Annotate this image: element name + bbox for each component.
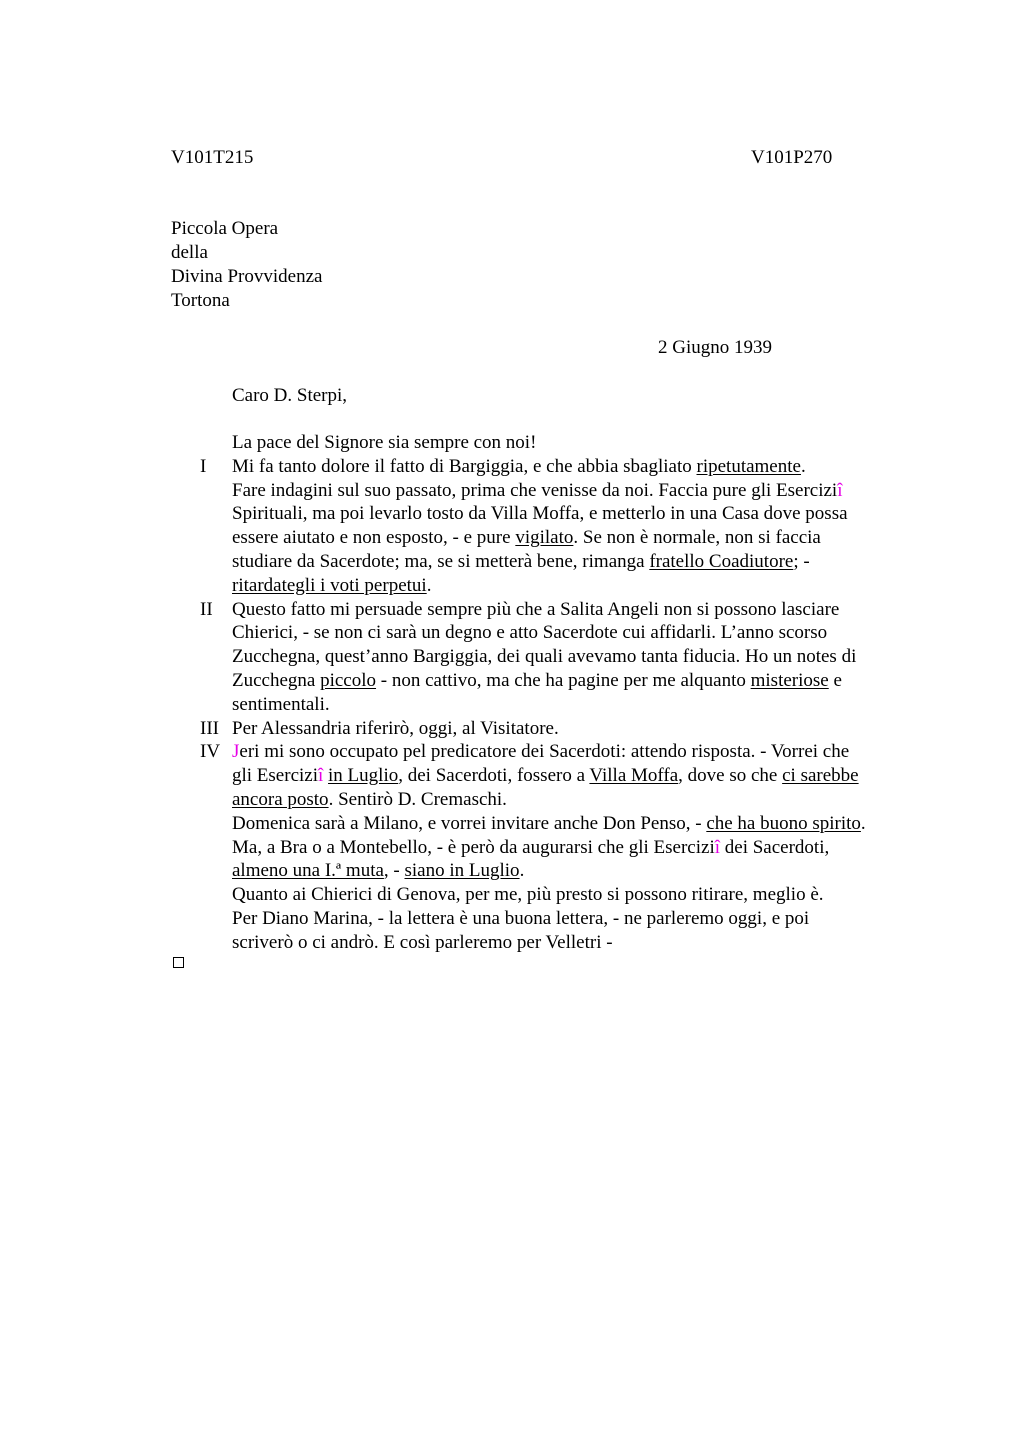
letter-body [200,431,960,955]
section-iv [200,740,960,954]
text-line: essere aiutato e non esposto, - e pure vigilato. Se non è normale, non si faccia [232,527,821,549]
underlined-text: siano in Luglio [404,860,520,882]
underlined-text: vigilato [515,527,574,549]
text-line: Mi fa tanto dolore il fatto di Bargiggia, e che abbia sbagliato ripetutamente. [232,455,806,477]
letter-date: 2 Giugno 1939 [658,337,772,358]
greeting-row [200,431,960,455]
underlined-text: fratello Coadiutore [649,550,794,572]
text-line: almeno una I.ª muta, - siano in Luglio. [232,860,525,882]
underlined-text: in Luglio [328,765,399,787]
text-line: ritardategli i voti perpetui. [232,574,432,596]
document-code-right: V101P270 [751,147,833,168]
underlined-text: ancora posto [232,788,329,810]
highlighted-char: î [714,836,721,858]
sender-line: Tortona [171,290,230,311]
section-i [200,455,960,598]
text-line: Fare indagini sul suo passato, prima che venisse da noi. Faccia pure gli Eserciziî [232,479,843,501]
sender-line: della [171,242,208,263]
text-line: Per Diano Marina, - la lettera è una buona lettera, - ne parleremo oggi, e poi [232,907,810,929]
text-line: Jeri mi sono occupato pel predicatore dei Sacerdoti: attendo risposta. - Vorrei che [232,741,850,763]
text-line: Per Alessandria riferirò, oggi, al Visitatore. [232,717,559,739]
text-line: Zucchegna, quest’anno Bargiggia, dei quali avevamo tanta fiducia. Ho un notes di [232,646,857,668]
highlighted-char: J [232,741,240,763]
text-line: Domenica sarà a Milano, e vorrei invitare anche Don Penso, - che ha buono spirito. [232,812,866,834]
highlighted-char: î [837,479,843,501]
text-line: Spirituali, ma poi levarlo tosto da Villa Moffa, e metterlo in una Casa dove possa [232,503,848,525]
highlighted-char: î [318,765,324,787]
underlined-text: misteriose [750,669,829,691]
underlined-text: ci sarebbe [782,765,859,787]
greeting: La pace del Signore sia sempre con noi! [232,432,537,453]
underlined-text: ripetutamente [696,455,801,477]
underlined-text: ritardategli i voti perpetui [232,574,427,596]
text-line: gli Eserciziî in Luglio, dei Sacerdoti, fossero a Villa Moffa, dove so che ci sarebbe [232,765,859,787]
text-line: Chierici, - se non ci sarà un degno e atto Sacerdote cui affidarli. L’anno scorso [232,622,828,644]
sender-address [171,217,322,313]
sender-line: Piccola Opera [171,218,279,239]
section-number: IV [200,741,221,763]
underlined-text: che ha buono spirito [706,812,861,834]
text-line: Zucchegna piccolo - non cattivo, ma che ha pagine per me alquanto misteriose e [232,669,842,691]
text-line: Ma, a Bra o a Montebello, - è però da augurarsi che gli Eserciziî dei Sacerdoti, [232,836,830,858]
section-number: III [200,717,219,739]
checkbox-icon [173,957,184,968]
text-line: scriverò o ci andrò. E così parleremo per Velletri - [232,931,613,953]
text-line: sentimentali. [232,693,330,715]
underlined-text: Villa Moffa [589,765,679,787]
underlined-text: piccolo [320,669,377,691]
section-ii [200,598,960,717]
text-line: ancora posto. Sentirò D. Cremaschi. [232,788,507,810]
salutation: Caro D. Sterpi, [232,385,348,406]
text-line: Quanto ai Chierici di Genova, per me, più presto si possono ritirare, meglio è. [232,884,824,906]
section-iii [200,717,960,741]
text-line: studiare da Sacerdote; ma, se si metterà bene, rimanga fratello Coadiutore; - [232,550,810,572]
section-number: I [200,455,207,477]
document-code-left: V101T215 [171,147,254,168]
text-line: Questo fatto mi persuade sempre più che a Salita Angeli non si possono lasciare [232,598,840,620]
section-number: II [200,598,213,620]
sender-line: Divina Provvidenza [171,266,323,287]
underlined-text: almeno una I.ª muta [232,860,384,882]
